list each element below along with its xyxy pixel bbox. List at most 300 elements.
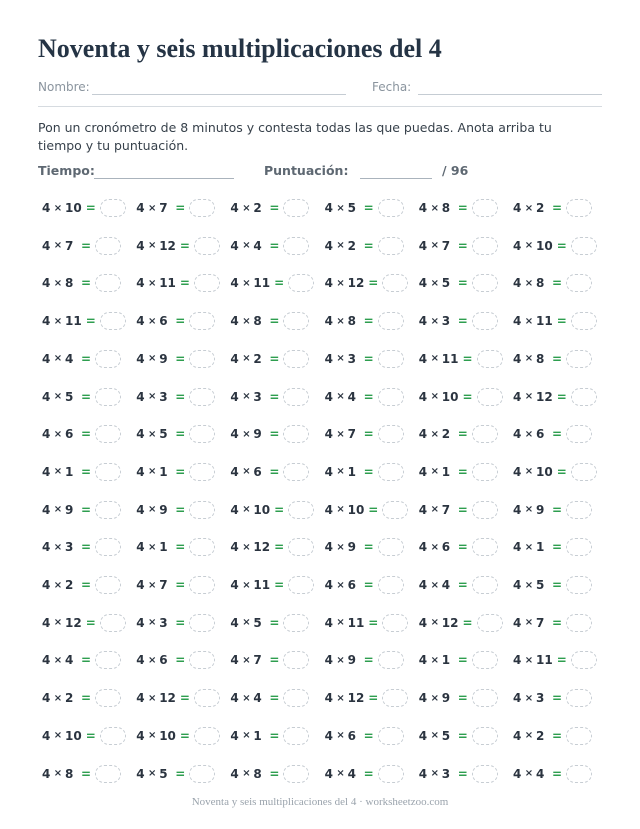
equals-sign: = [556, 464, 567, 479]
problem-item [42, 236, 121, 256]
time-line[interactable] [94, 178, 234, 179]
factor-b: 7 [159, 578, 168, 592]
factor-a: 4 [136, 728, 145, 743]
factor-a: 4 [418, 653, 428, 668]
answer-box[interactable] [571, 312, 597, 330]
equals-sign: = [363, 389, 374, 404]
date-label: Fecha: [372, 80, 412, 94]
problem-item [42, 613, 126, 633]
answer-box[interactable] [95, 350, 121, 368]
equals-sign: = [85, 314, 96, 329]
times-sign: × [524, 654, 534, 666]
factor-a: 4 [418, 540, 428, 555]
answer-box[interactable] [189, 651, 215, 669]
answer-box[interactable] [194, 689, 220, 707]
problem-item [513, 198, 592, 218]
date-line[interactable] [418, 94, 602, 95]
factor-a: 4 [324, 314, 333, 329]
factor-b: 7 [441, 502, 451, 517]
answer-box[interactable] [571, 463, 597, 481]
factor-b: 10 [536, 464, 553, 479]
answer-box[interactable] [283, 727, 309, 745]
factor-a: 4 [230, 728, 239, 743]
answer-box[interactable] [288, 576, 314, 594]
problem-item [42, 273, 121, 293]
answer-box[interactable] [382, 274, 408, 292]
factor-a: 4 [136, 389, 145, 404]
factor-b: 12 [441, 615, 459, 630]
answer-box[interactable] [283, 463, 309, 481]
times-sign: × [242, 466, 251, 478]
equals-sign: = [363, 201, 374, 215]
times-sign: × [147, 240, 157, 252]
times-sign: × [147, 391, 157, 402]
answer-box[interactable] [95, 538, 121, 556]
answer-box[interactable] [378, 199, 404, 217]
problem-item [42, 726, 126, 746]
equals-sign: = [85, 615, 96, 630]
times-sign: × [147, 730, 157, 742]
problem-item [419, 349, 503, 369]
answer-box[interactable] [378, 312, 404, 330]
times-sign: × [524, 617, 534, 629]
equals-sign: = [175, 502, 186, 517]
problem-item [136, 500, 215, 520]
factor-b: 5 [253, 615, 262, 630]
problem-item [513, 764, 592, 784]
answer-box[interactable] [382, 689, 408, 707]
page-title: Noventa y seis multiplicaciones del 4 [38, 34, 442, 63]
answer-box[interactable] [100, 199, 126, 217]
problem-item [419, 424, 498, 444]
answer-box[interactable] [378, 237, 404, 255]
answer-box[interactable] [194, 237, 220, 255]
answer-box[interactable] [288, 501, 314, 519]
name-line[interactable] [92, 94, 346, 95]
answer-box[interactable] [566, 425, 592, 443]
factor-b: 5 [159, 427, 168, 442]
answer-box[interactable] [378, 350, 404, 368]
factor-b: 6 [536, 427, 545, 442]
equals-sign: = [368, 276, 379, 291]
problem-item [513, 500, 592, 520]
times-sign: × [53, 579, 63, 591]
equals-sign: = [457, 691, 468, 706]
times-sign: × [524, 768, 534, 779]
equals-sign: = [457, 653, 468, 668]
problem-item [230, 650, 309, 670]
factor-a: 4 [513, 314, 522, 329]
equals-sign: = [462, 351, 473, 366]
problem-item [325, 500, 409, 520]
factor-b: 4 [441, 578, 451, 592]
factor-b: 1 [441, 464, 451, 479]
factor-a: 4 [324, 238, 333, 253]
problem-item [419, 764, 498, 784]
answer-box[interactable] [283, 614, 309, 632]
factor-a: 4 [230, 766, 239, 781]
factor-b: 10 [347, 502, 365, 517]
equals-sign: = [552, 276, 563, 291]
problem-item [513, 537, 592, 557]
times-sign: × [336, 730, 345, 742]
answer-box[interactable] [477, 350, 503, 368]
factor-a: 4 [324, 540, 333, 555]
factor-a: 4 [42, 578, 51, 592]
factor-a: 4 [42, 314, 51, 329]
factor-b: 11 [253, 276, 271, 291]
answer-box[interactable] [378, 538, 404, 556]
equals-sign: = [179, 276, 190, 291]
equals-sign: = [552, 615, 563, 630]
equals-sign: = [81, 540, 92, 555]
answer-box[interactable] [566, 199, 592, 217]
answer-box[interactable] [566, 538, 592, 556]
times-sign: × [524, 579, 534, 591]
factor-a: 4 [324, 578, 333, 592]
problem-item [42, 764, 121, 784]
answer-box[interactable] [566, 350, 592, 368]
equals-sign: = [179, 728, 190, 743]
problem-item [230, 537, 314, 557]
problem-item [419, 575, 498, 595]
answer-box[interactable] [566, 274, 592, 292]
times-sign: × [336, 617, 345, 629]
answer-box[interactable] [472, 312, 498, 330]
answer-box[interactable] [472, 651, 498, 669]
factor-a: 4 [513, 351, 522, 366]
answer-box[interactable] [283, 237, 309, 255]
answer-box[interactable] [194, 274, 220, 292]
answer-box[interactable] [194, 727, 220, 745]
times-sign: × [242, 617, 251, 629]
factor-a: 4 [230, 615, 239, 630]
factor-a: 4 [42, 615, 51, 630]
equals-sign: = [269, 691, 280, 706]
factor-a: 4 [324, 351, 333, 366]
factor-b: 4 [65, 653, 74, 668]
equals-sign: = [552, 766, 563, 781]
times-sign: × [53, 541, 63, 553]
answer-box[interactable] [472, 199, 498, 217]
factor-a: 4 [230, 653, 239, 668]
answer-box[interactable] [283, 312, 309, 330]
answer-box[interactable] [95, 237, 121, 255]
times-sign: × [336, 504, 345, 516]
answer-box[interactable] [189, 576, 215, 594]
answer-box[interactable] [189, 501, 215, 519]
factor-a: 4 [324, 766, 333, 781]
problem-item [325, 764, 404, 784]
factor-b: 11 [536, 653, 553, 668]
problem-item [136, 387, 215, 407]
factor-a: 4 [324, 201, 333, 215]
answer-box[interactable] [378, 727, 404, 745]
times-sign: × [53, 504, 63, 516]
factor-a: 4 [418, 201, 428, 215]
times-sign: × [524, 240, 534, 252]
answer-box[interactable] [571, 237, 597, 255]
equals-sign: = [81, 502, 92, 517]
answer-box[interactable] [189, 538, 215, 556]
factor-b: 11 [536, 314, 553, 329]
times-sign: × [524, 504, 534, 516]
answer-box[interactable] [189, 199, 215, 217]
equals-sign: = [457, 464, 468, 479]
factor-a: 4 [513, 464, 522, 479]
problem-item [419, 650, 498, 670]
times-sign: × [430, 692, 439, 704]
answer-box[interactable] [472, 501, 498, 519]
factor-b: 3 [441, 766, 451, 781]
factor-a: 4 [324, 728, 333, 743]
equals-sign: = [269, 464, 280, 479]
times-sign: × [430, 353, 439, 365]
times-sign: × [242, 541, 251, 553]
equals-sign: = [457, 201, 468, 215]
times-sign: × [147, 541, 157, 553]
answer-box[interactable] [566, 501, 592, 519]
factor-a: 4 [513, 201, 522, 215]
problem-item [513, 575, 592, 595]
factor-a: 4 [324, 615, 333, 630]
problem-item [42, 462, 121, 482]
answer-box[interactable] [378, 425, 404, 443]
equals-sign: = [81, 389, 92, 404]
problem-item [42, 688, 121, 708]
answer-box[interactable] [283, 350, 309, 368]
factor-a: 4 [42, 427, 51, 442]
answer-box[interactable] [378, 576, 404, 594]
problem-item [325, 273, 409, 293]
times-sign: × [53, 428, 63, 440]
answer-box[interactable] [283, 651, 309, 669]
factor-b: 1 [536, 540, 545, 555]
problem-item [230, 688, 309, 708]
times-sign: × [524, 692, 534, 704]
answer-box[interactable] [566, 576, 592, 594]
answer-box[interactable] [283, 689, 309, 707]
answer-box[interactable] [189, 463, 215, 481]
answer-box[interactable] [472, 274, 498, 292]
factor-b: 4 [347, 389, 356, 404]
factor-b: 4 [65, 351, 74, 366]
factor-b: 2 [347, 238, 356, 253]
factor-b: 8 [536, 351, 545, 366]
times-sign: × [430, 504, 439, 516]
answer-box[interactable] [100, 727, 126, 745]
factor-a: 4 [324, 427, 333, 442]
factor-a: 4 [136, 691, 145, 706]
answer-box[interactable] [288, 538, 314, 556]
answer-box[interactable] [95, 689, 121, 707]
times-sign: × [147, 768, 157, 779]
score-total: / 96 [442, 163, 469, 178]
factor-a: 4 [230, 238, 239, 253]
answer-box[interactable] [95, 501, 121, 519]
answer-box[interactable] [382, 614, 408, 632]
answer-box[interactable] [477, 388, 503, 406]
equals-sign: = [457, 238, 468, 253]
factor-b: 8 [441, 201, 451, 215]
answer-box[interactable] [283, 425, 309, 443]
problem-item [513, 387, 597, 407]
equals-sign: = [269, 615, 280, 630]
answer-box[interactable] [571, 388, 597, 406]
factor-a: 4 [136, 615, 145, 630]
times-sign: × [242, 277, 251, 289]
answer-box[interactable] [566, 689, 592, 707]
answer-box[interactable] [189, 312, 215, 330]
problem-item [230, 273, 314, 293]
answer-box[interactable] [472, 237, 498, 255]
factor-a: 4 [513, 691, 522, 706]
answer-box[interactable] [189, 350, 215, 368]
problem-item [513, 424, 592, 444]
factor-a: 4 [418, 728, 428, 743]
answer-box[interactable] [95, 463, 121, 481]
problem-item [230, 575, 314, 595]
equals-sign: = [85, 728, 96, 743]
equals-sign: = [81, 766, 92, 781]
problem-item [325, 575, 404, 595]
factor-a: 4 [418, 502, 428, 517]
answer-box[interactable] [378, 651, 404, 669]
answer-box[interactable] [95, 388, 121, 406]
factor-a: 4 [230, 691, 239, 706]
factor-b: 9 [536, 502, 545, 517]
problem-item [42, 650, 121, 670]
factor-b: 9 [347, 540, 356, 555]
answer-box[interactable] [95, 651, 121, 669]
times-sign: × [53, 768, 63, 779]
answer-box[interactable] [189, 765, 215, 783]
equals-sign: = [552, 691, 563, 706]
problem-item [325, 198, 404, 218]
times-sign: × [430, 428, 439, 440]
answer-box[interactable] [472, 689, 498, 707]
factor-a: 4 [230, 314, 239, 329]
answer-box[interactable] [571, 651, 597, 669]
equals-sign: = [175, 314, 186, 329]
equals-sign: = [552, 728, 563, 743]
equals-sign: = [457, 502, 468, 517]
times-sign: × [430, 240, 439, 252]
times-sign: × [524, 391, 534, 402]
answer-box[interactable] [378, 463, 404, 481]
answer-box[interactable] [95, 576, 121, 594]
answer-box[interactable] [95, 274, 121, 292]
times-sign: × [430, 277, 439, 289]
equals-sign: = [457, 314, 468, 329]
problem-item [230, 349, 309, 369]
factor-b: 11 [65, 314, 82, 329]
equals-sign: = [457, 728, 468, 743]
factor-a: 4 [513, 766, 522, 781]
score-label: Puntuación: [264, 163, 349, 178]
times-sign: × [53, 617, 63, 629]
factor-a: 4 [418, 766, 428, 781]
equals-sign: = [269, 201, 280, 215]
factor-a: 4 [513, 502, 522, 517]
answer-box[interactable] [382, 501, 408, 519]
answer-box[interactable] [283, 388, 309, 406]
answer-box[interactable] [472, 425, 498, 443]
answer-box[interactable] [288, 274, 314, 292]
problem-item [230, 613, 309, 633]
problem-item [419, 198, 498, 218]
answer-box[interactable] [283, 765, 309, 783]
answer-box[interactable] [100, 312, 126, 330]
equals-sign: = [457, 427, 468, 442]
factor-a: 4 [42, 766, 51, 781]
answer-box[interactable] [472, 727, 498, 745]
answer-box[interactable] [283, 199, 309, 217]
answer-box[interactable] [189, 388, 215, 406]
answer-box[interactable] [477, 614, 503, 632]
answer-box[interactable] [566, 727, 592, 745]
times-sign: × [242, 579, 251, 591]
times-sign: × [147, 466, 157, 478]
answer-box[interactable] [566, 765, 592, 783]
answer-box[interactable] [189, 614, 215, 632]
equals-sign: = [556, 238, 567, 253]
problem-item [325, 613, 409, 633]
problem-item [42, 575, 121, 595]
answer-box[interactable] [566, 614, 592, 632]
factor-b: 3 [159, 389, 168, 404]
score-line[interactable] [360, 178, 432, 179]
problem-item [230, 198, 309, 218]
factor-b: 7 [65, 238, 74, 253]
factor-a: 4 [42, 691, 51, 706]
factor-b: 2 [253, 351, 262, 366]
answer-box[interactable] [378, 765, 404, 783]
factor-a: 4 [136, 766, 145, 781]
factor-a: 4 [230, 201, 239, 215]
factor-b: 12 [347, 276, 365, 291]
answer-box[interactable] [472, 576, 498, 594]
problem-item [136, 764, 215, 784]
equals-sign: = [556, 389, 567, 404]
factor-b: 11 [253, 578, 271, 592]
times-sign: × [430, 202, 439, 214]
times-sign: × [242, 315, 251, 327]
times-sign: × [336, 768, 345, 779]
answer-box[interactable] [472, 538, 498, 556]
answer-box[interactable] [472, 463, 498, 481]
factor-a: 4 [324, 389, 333, 404]
factor-b: 2 [536, 728, 545, 743]
answer-box[interactable] [472, 765, 498, 783]
answer-box[interactable] [95, 425, 121, 443]
answer-box[interactable] [95, 765, 121, 783]
factor-b: 6 [159, 314, 168, 329]
factor-a: 4 [418, 578, 428, 592]
answer-box[interactable] [189, 425, 215, 443]
answer-box[interactable] [100, 614, 126, 632]
times-sign: × [524, 466, 534, 478]
answer-box[interactable] [378, 388, 404, 406]
instructions: Pon un cronómetro de 8 minutos y contesta todas las que puedas. Anota arriba tu tiempo y tu puntuación. [38, 120, 552, 153]
equals-sign: = [81, 464, 92, 479]
times-sign: × [53, 730, 63, 742]
problem-item [325, 424, 404, 444]
times-sign: × [242, 504, 251, 516]
factor-b: 8 [253, 766, 262, 781]
factor-b: 7 [441, 238, 451, 253]
time-label: Tiempo: [38, 163, 95, 178]
